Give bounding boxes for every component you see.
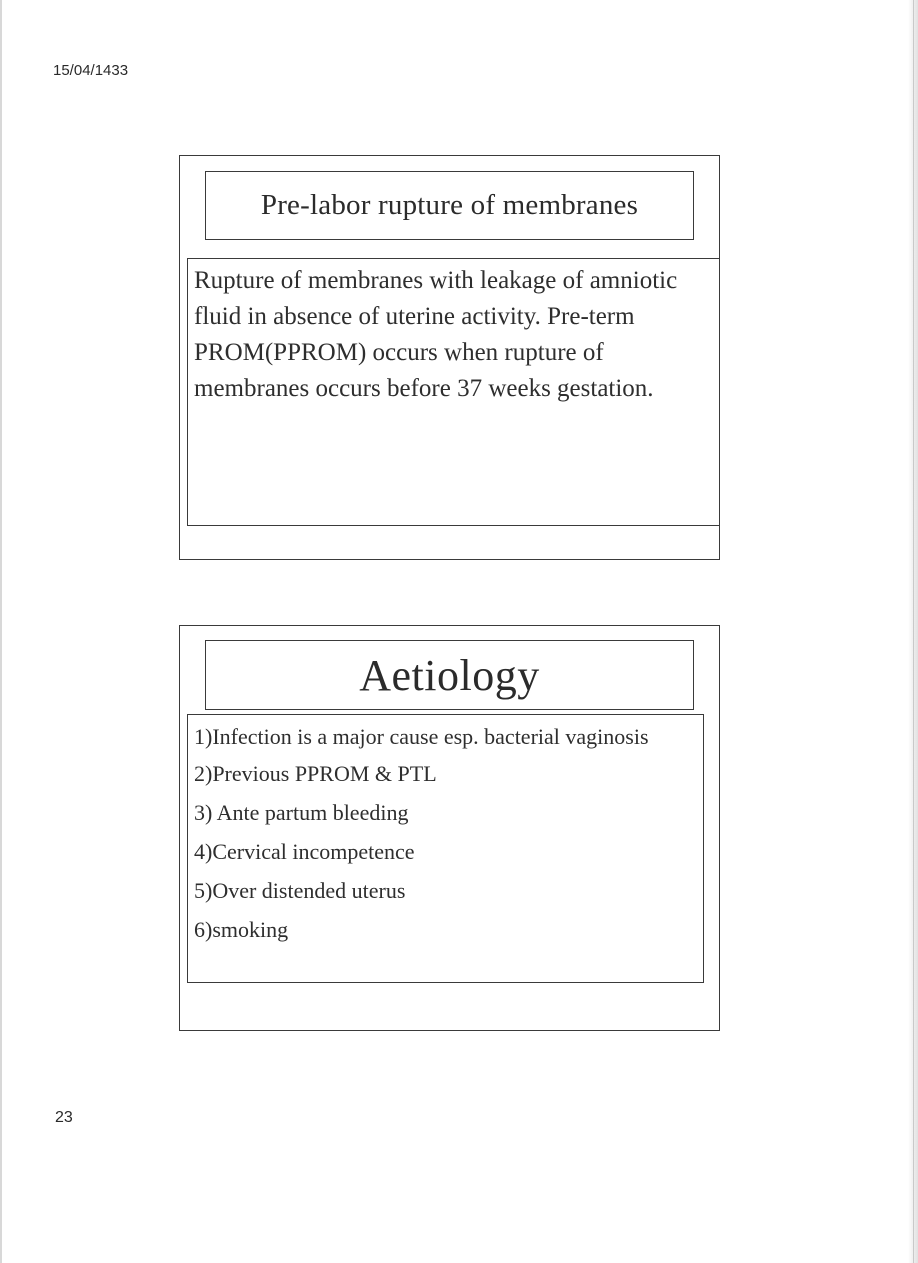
list-item: 5)Over distended uterus (194, 878, 406, 903)
slide-title: Aetiology (205, 640, 694, 710)
slide-aetiology (179, 625, 720, 1031)
list-item: 1)Infection is a major cause esp. bacterial vaginosis (194, 724, 649, 749)
list-item: 3) Ante partum bleeding (194, 800, 409, 825)
page-date: 15/04/1433 (53, 62, 129, 79)
page-number: 23 (55, 1109, 73, 1126)
aetiology-list (194, 721, 695, 945)
list-item: 6)smoking (194, 917, 289, 942)
list-item: 2)Previous PPROM & PTL (194, 761, 437, 786)
slide-title: Pre-labor rupture of membranes (205, 171, 694, 240)
scan-edge-line (913, 0, 914, 1263)
slide-pre-labor-rupture (179, 155, 720, 560)
aetiology-list-box (187, 714, 704, 983)
scan-left-edge (0, 0, 2, 1263)
slide-body: Rupture of membranes with leakage of amniotic fluid in absence of uterine activity. Pre-term PROM(PPROM) occurs when rupture of membranes occurs before 37 weeks gestation. (187, 258, 720, 526)
list-item: 4)Cervical incompetence (194, 839, 415, 864)
